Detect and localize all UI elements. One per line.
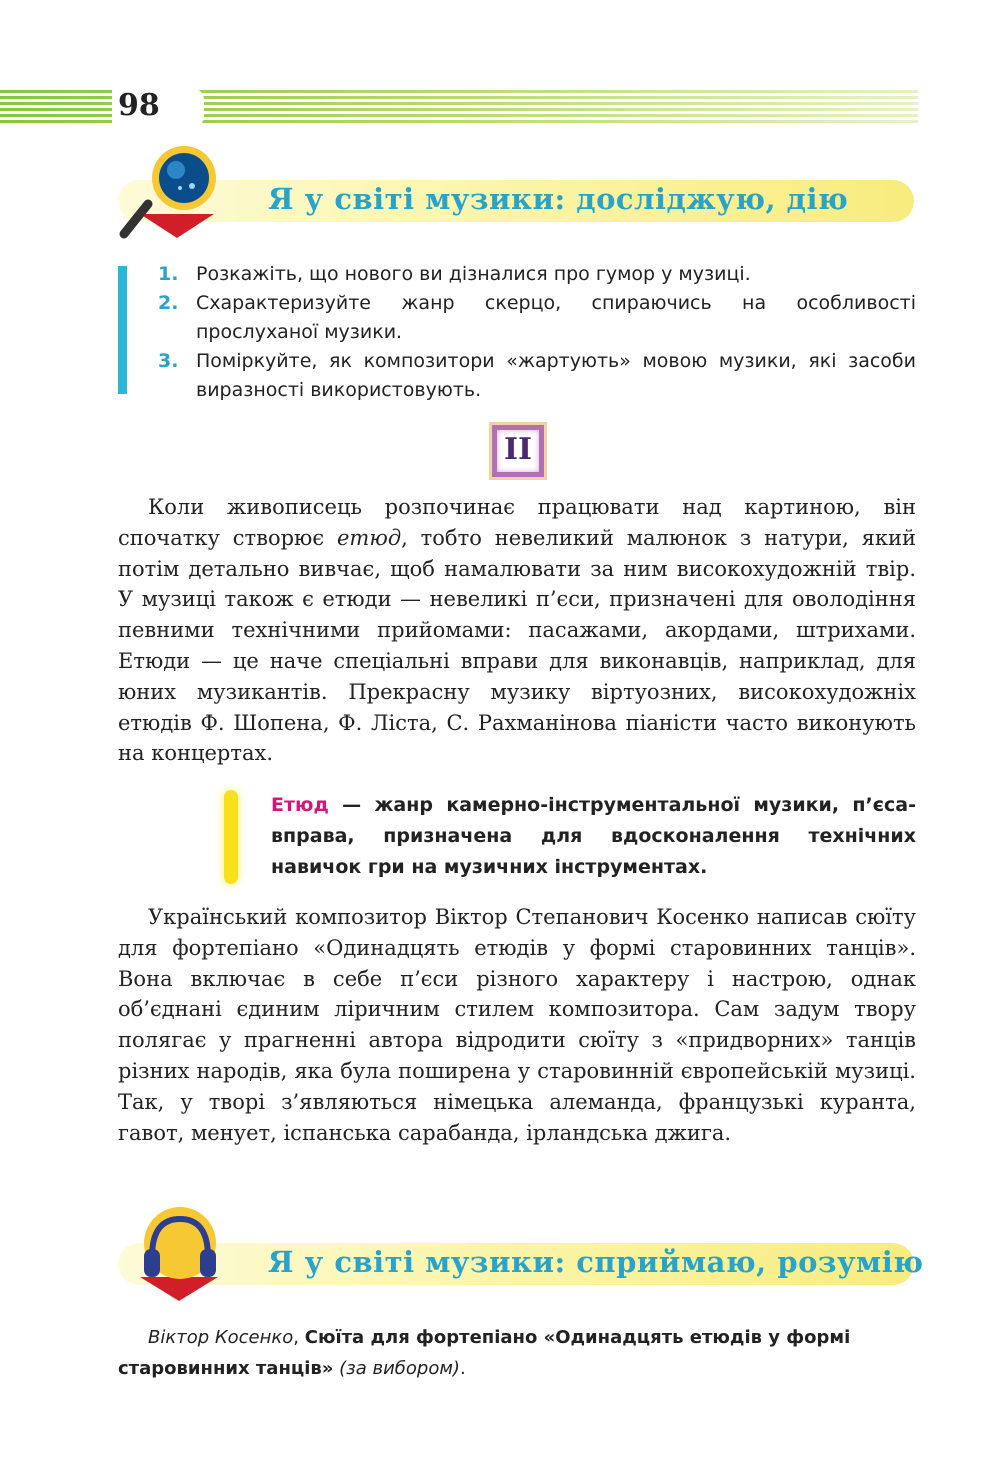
question-text: Схарактеризуйте жанр скерцо, спираючись на особливості прослуханої музики. <box>196 292 916 343</box>
work-title: Сюїта для фортепіано «Одинадцять етюдів у формі старовинних танців» <box>118 1327 851 1379</box>
question-item <box>158 289 916 347</box>
page-number: 98 <box>118 88 160 123</box>
section-title: Я у світі музики: сприймаю, розумію <box>268 1245 924 1279</box>
questions-accent-bar <box>118 266 127 394</box>
definition-term: Етюд <box>271 794 329 816</box>
emphasized-term: етюд <box>336 525 402 550</box>
question-text: Поміркуйте, як композитори «жартують» мовою музики, які засоби виразності використовують. <box>196 350 916 401</box>
paragraph-text: , тобто невеликий малюнок з натури, який потім детально вивчає, щоб намалювати за ним високохудожній твір. У музиці також є етюди — невеликі п’єси, призначені для оволодіння певними технічними прийомами: пасажами, акордами, штрихами. Етюди — це наче спеціальні вправи для виконавців, наприклад, для юних музикантів. Прекрасну музику віртуозних, високохудожніх етюдів Ф. Шопена, Ф. Ліста, С. Рахманінова піаністи часто виконують на концертах. <box>118 525 916 766</box>
definition-accent-bar <box>224 790 238 884</box>
paragraph-etude-intro <box>118 492 916 769</box>
part-marker <box>492 425 544 477</box>
separator: , <box>293 1327 305 1348</box>
question-number: 3. <box>158 350 179 372</box>
question-item <box>158 347 916 405</box>
section-banner-listening <box>118 1205 924 1295</box>
section-title: Я у світі музики: досліджую, дію <box>268 182 849 216</box>
paragraph-text: Український композитор Віктор Степанович Косенко написав сюїту для фортепіано «Одинадцять етюдів у формі старовинних танців». Вона включає в себе п’єси різного характеру і настрою, однак об’єднані єдиним ліричним стилем композитора. Сам задум твору полягає у прагненні автора відродити сюїту з «придворних» танців різних народів, яка була поширена у старовинній європейській музиці. Так, у творі з’являються німецька алеманда, французькі куранта, гавот, менует, іспанська сарабанда, ірландська джига. <box>118 905 916 1145</box>
question-number: 2. <box>158 292 179 314</box>
magnifier-icon <box>118 142 228 252</box>
definition-text: — жанр камерно-інструментальної музики, п’єса-вправа, призначена для вдосконалення технічних навичок гри на музичних інструментах. <box>271 794 916 878</box>
headphones-icon <box>118 1205 228 1315</box>
question-text: Розкажіть, що нового ви дізналися про гумор у музиці. <box>196 263 751 285</box>
question-number: 1. <box>158 263 179 285</box>
questions-list <box>158 260 916 405</box>
paragraph-text: Коли живописець розпочинає працювати над картиною, він спочатку створює <box>118 495 916 550</box>
question-item <box>158 260 916 289</box>
period: . <box>459 1358 466 1379</box>
definition-box <box>271 790 916 883</box>
section-banner-research <box>118 142 918 232</box>
composer-name: Віктор Косенко <box>148 1327 294 1348</box>
listening-assignment <box>118 1322 916 1384</box>
selection-note: (за вибором) <box>333 1358 460 1379</box>
paragraph-kosenko <box>118 902 916 1148</box>
roman-numeral: II <box>503 432 533 467</box>
